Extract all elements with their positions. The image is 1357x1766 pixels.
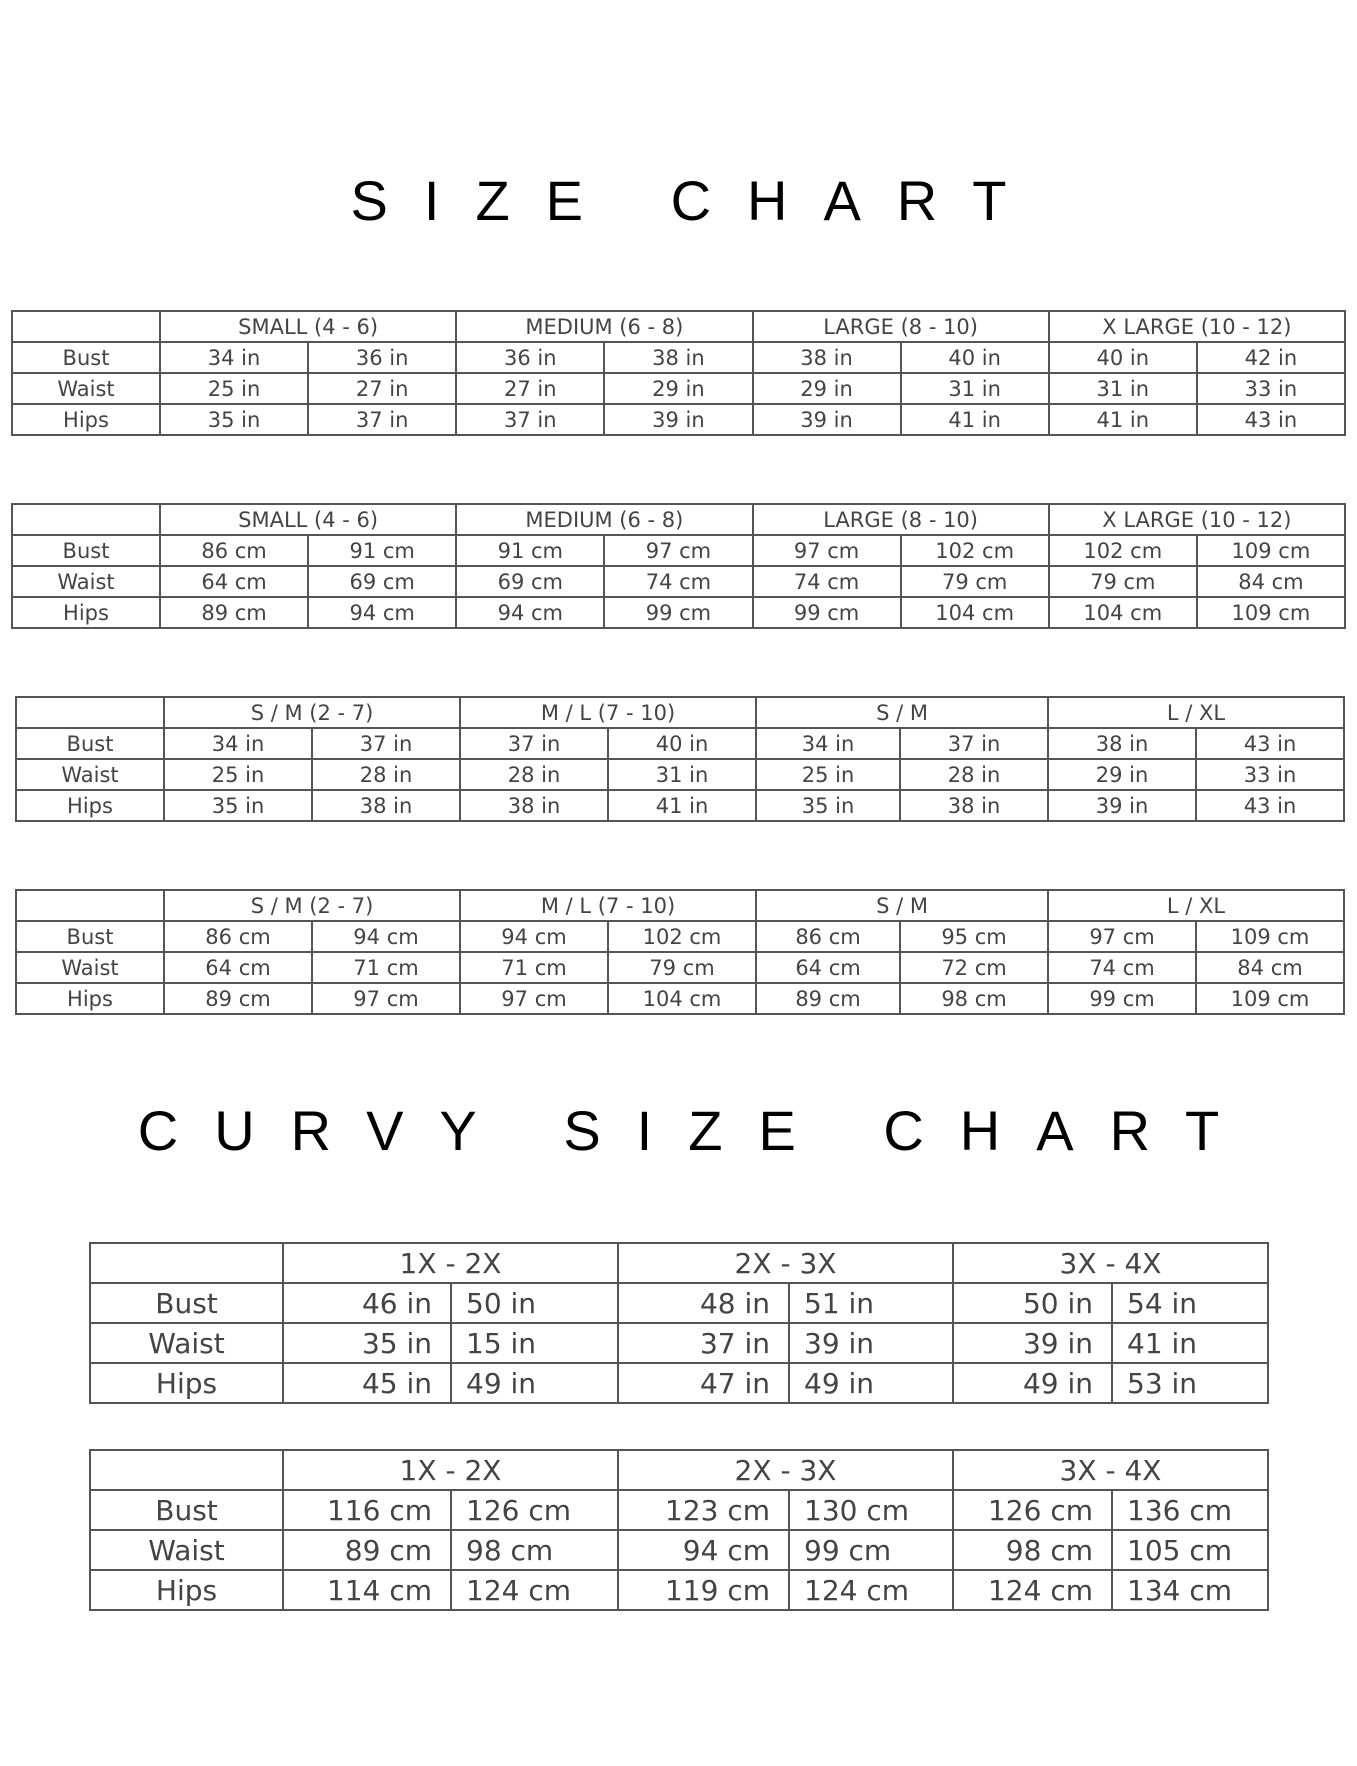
table-cell: 43 in (1196, 728, 1344, 759)
table-row (90, 1323, 1268, 1363)
row-label: Bust (12, 535, 160, 566)
column-header: M / L (7 - 10) (460, 697, 756, 728)
header-corner (90, 1243, 283, 1283)
table-row (12, 342, 1345, 373)
table-row (90, 1570, 1268, 1610)
table-cell: 37 in (900, 728, 1048, 759)
table-cell: 94 cm (460, 921, 608, 952)
table-cell: 98 cm (900, 983, 1048, 1014)
table-cell: 28 in (900, 759, 1048, 790)
table-cell: 97 cm (460, 983, 608, 1014)
row-label: Hips (16, 790, 164, 821)
size-table-inches-alt (15, 696, 1345, 822)
table-cell: 39 in (604, 404, 752, 435)
table-cell: 91 cm (308, 535, 456, 566)
table-cell: 39 in (1048, 790, 1196, 821)
header-corner (12, 504, 160, 535)
row-label: Bust (16, 728, 164, 759)
size-table-centimeters-alt (15, 889, 1345, 1015)
table-row (16, 728, 1344, 759)
table-cell: 89 cm (160, 597, 308, 628)
row-label: Hips (12, 597, 160, 628)
table-cell: 89 cm (283, 1530, 451, 1570)
column-header: MEDIUM (6 - 8) (456, 504, 752, 535)
row-label: Waist (90, 1323, 283, 1363)
curvy-size-chart-title: CURVY SIZE CHART (137, 1099, 1256, 1162)
row-label: Waist (16, 952, 164, 983)
row-label: Hips (90, 1570, 283, 1610)
column-header: 1X - 2X (283, 1450, 618, 1490)
column-header: 3X - 4X (953, 1243, 1268, 1283)
table-cell: 37 in (312, 728, 460, 759)
table-cell: 41 in (1112, 1323, 1268, 1363)
table-cell: 33 in (1196, 759, 1344, 790)
table-cell: 36 in (308, 342, 456, 373)
column-header: M / L (7 - 10) (460, 890, 756, 921)
row-label: Bust (90, 1490, 283, 1530)
table-cell: 31 in (901, 373, 1049, 404)
header-corner (16, 697, 164, 728)
table-cell: 38 in (604, 342, 752, 373)
table-row (16, 983, 1344, 1014)
column-header: S / M (2 - 7) (164, 697, 460, 728)
table-cell: 36 in (456, 342, 604, 373)
table-cell: 64 cm (756, 952, 900, 983)
table-cell: 116 cm (283, 1490, 451, 1530)
table-cell: 31 in (608, 759, 756, 790)
table-cell: 114 cm (283, 1570, 451, 1610)
column-header: SMALL (4 - 6) (160, 504, 456, 535)
table-cell: 28 in (312, 759, 460, 790)
table-cell: 99 cm (789, 1530, 953, 1570)
table-cell: 31 in (1049, 373, 1197, 404)
table-cell: 49 in (789, 1363, 953, 1403)
table-row (12, 597, 1345, 628)
table-cell: 72 cm (900, 952, 1048, 983)
table-cell: 94 cm (618, 1530, 789, 1570)
table-cell: 124 cm (451, 1570, 618, 1610)
table-cell: 41 in (1049, 404, 1197, 435)
table-cell: 69 cm (456, 566, 604, 597)
table-cell: 64 cm (164, 952, 312, 983)
table-header-row (16, 697, 1344, 728)
table-cell: 99 cm (753, 597, 901, 628)
table-cell: 15 in (451, 1323, 618, 1363)
table-cell: 97 cm (1048, 921, 1196, 952)
table-cell: 97 cm (312, 983, 460, 1014)
table-cell: 79 cm (901, 566, 1049, 597)
table-cell: 37 in (308, 404, 456, 435)
table-cell: 102 cm (608, 921, 756, 952)
table-cell: 42 in (1197, 342, 1345, 373)
table-cell: 119 cm (618, 1570, 789, 1610)
table-cell: 34 in (164, 728, 312, 759)
table-cell: 47 in (618, 1363, 789, 1403)
table-header-row (12, 311, 1345, 342)
table-cell: 84 cm (1196, 952, 1344, 983)
table-cell: 126 cm (953, 1490, 1112, 1530)
table-cell: 94 cm (312, 921, 460, 952)
row-label: Hips (12, 404, 160, 435)
table-row (12, 566, 1345, 597)
table-cell: 38 in (753, 342, 901, 373)
table-cell: 40 in (901, 342, 1049, 373)
size-table-centimeters (11, 503, 1346, 629)
table-cell: 71 cm (460, 952, 608, 983)
column-header: 2X - 3X (618, 1243, 953, 1283)
table-cell: 35 in (164, 790, 312, 821)
table-cell: 34 in (160, 342, 308, 373)
table-cell: 109 cm (1196, 983, 1344, 1014)
table-header-row (90, 1450, 1268, 1490)
table-cell: 89 cm (756, 983, 900, 1014)
table-cell: 99 cm (1048, 983, 1196, 1014)
curvy-size-table-inches (89, 1242, 1269, 1404)
column-header: LARGE (8 - 10) (753, 311, 1049, 342)
column-header: S / M (756, 697, 1048, 728)
table-cell: 134 cm (1112, 1570, 1268, 1610)
table-cell: 86 cm (160, 535, 308, 566)
table-header-row (90, 1243, 1268, 1283)
curvy-size-table-centimeters (89, 1449, 1269, 1611)
table-cell: 123 cm (618, 1490, 789, 1530)
table-cell: 40 in (608, 728, 756, 759)
table-cell: 102 cm (1049, 535, 1197, 566)
table-cell: 124 cm (789, 1570, 953, 1610)
table-cell: 46 in (283, 1283, 451, 1323)
table-row (90, 1363, 1268, 1403)
table-cell: 104 cm (608, 983, 756, 1014)
table-cell: 37 in (460, 728, 608, 759)
table-cell: 97 cm (604, 535, 752, 566)
table-cell: 43 in (1197, 404, 1345, 435)
table-cell: 40 in (1049, 342, 1197, 373)
table-cell: 71 cm (312, 952, 460, 983)
table-cell: 39 in (953, 1323, 1112, 1363)
column-header: 1X - 2X (283, 1243, 618, 1283)
table-cell: 104 cm (1049, 597, 1197, 628)
table-cell: 41 in (901, 404, 1049, 435)
column-header: L / XL (1048, 890, 1344, 921)
table-cell: 109 cm (1197, 535, 1345, 566)
table-cell: 94 cm (308, 597, 456, 628)
table-cell: 64 cm (160, 566, 308, 597)
table-row (90, 1490, 1268, 1530)
table-header-row (12, 504, 1345, 535)
column-header: 3X - 4X (953, 1450, 1268, 1490)
table-cell: 74 cm (753, 566, 901, 597)
table-cell: 51 in (789, 1283, 953, 1323)
header-corner (90, 1450, 283, 1490)
table-cell: 39 in (789, 1323, 953, 1363)
row-label: Hips (90, 1363, 283, 1403)
table-cell: 43 in (1196, 790, 1344, 821)
table-cell: 91 cm (456, 535, 604, 566)
table-cell: 102 cm (901, 535, 1049, 566)
table-cell: 25 in (160, 373, 308, 404)
table-cell: 33 in (1197, 373, 1345, 404)
table-cell: 38 in (460, 790, 608, 821)
column-header: L / XL (1048, 697, 1344, 728)
table-cell: 27 in (308, 373, 456, 404)
table-cell: 86 cm (756, 921, 900, 952)
table-cell: 35 in (283, 1323, 451, 1363)
table-cell: 39 in (753, 404, 901, 435)
table-cell: 89 cm (164, 983, 312, 1014)
header-corner (16, 890, 164, 921)
table-cell: 35 in (160, 404, 308, 435)
table-cell: 79 cm (1049, 566, 1197, 597)
table-row (12, 535, 1345, 566)
table-cell: 109 cm (1197, 597, 1345, 628)
column-header: 2X - 3X (618, 1450, 953, 1490)
column-header: LARGE (8 - 10) (753, 504, 1049, 535)
table-cell: 86 cm (164, 921, 312, 952)
table-cell: 45 in (283, 1363, 451, 1403)
table-row (16, 952, 1344, 983)
table-row (16, 759, 1344, 790)
table-cell: 98 cm (953, 1530, 1112, 1570)
table-cell: 38 in (900, 790, 1048, 821)
table-cell: 104 cm (901, 597, 1049, 628)
table-cell: 109 cm (1196, 921, 1344, 952)
table-cell: 49 in (953, 1363, 1112, 1403)
table-row (90, 1530, 1268, 1570)
table-cell: 98 cm (451, 1530, 618, 1570)
table-cell: 94 cm (456, 597, 604, 628)
table-row (90, 1283, 1268, 1323)
table-cell: 124 cm (953, 1570, 1112, 1610)
row-label: Bust (90, 1283, 283, 1323)
table-cell: 28 in (460, 759, 608, 790)
table-cell: 79 cm (608, 952, 756, 983)
table-cell: 74 cm (604, 566, 752, 597)
row-label: Hips (16, 983, 164, 1014)
table-cell: 37 in (456, 404, 604, 435)
table-cell: 29 in (753, 373, 901, 404)
table-row (12, 404, 1345, 435)
table-row (12, 373, 1345, 404)
row-label: Waist (90, 1530, 283, 1570)
table-cell: 126 cm (451, 1490, 618, 1530)
row-label: Bust (16, 921, 164, 952)
row-label: Waist (16, 759, 164, 790)
size-chart-title: SIZE CHART (350, 169, 1043, 232)
table-cell: 84 cm (1197, 566, 1345, 597)
column-header: X LARGE (10 - 12) (1049, 311, 1345, 342)
table-cell: 41 in (608, 790, 756, 821)
table-cell: 99 cm (604, 597, 752, 628)
table-cell: 136 cm (1112, 1490, 1268, 1530)
column-header: SMALL (4 - 6) (160, 311, 456, 342)
table-cell: 105 cm (1112, 1530, 1268, 1570)
size-table-inches (11, 310, 1346, 436)
table-cell: 27 in (456, 373, 604, 404)
table-cell: 35 in (756, 790, 900, 821)
table-cell: 74 cm (1048, 952, 1196, 983)
table-cell: 95 cm (900, 921, 1048, 952)
table-cell: 38 in (1048, 728, 1196, 759)
table-cell: 50 in (953, 1283, 1112, 1323)
table-cell: 25 in (164, 759, 312, 790)
table-cell: 29 in (1048, 759, 1196, 790)
table-cell: 37 in (618, 1323, 789, 1363)
table-cell: 53 in (1112, 1363, 1268, 1403)
table-cell: 69 cm (308, 566, 456, 597)
table-cell: 48 in (618, 1283, 789, 1323)
table-cell: 130 cm (789, 1490, 953, 1530)
header-corner (12, 311, 160, 342)
column-header: S / M (2 - 7) (164, 890, 460, 921)
table-cell: 34 in (756, 728, 900, 759)
row-label: Bust (12, 342, 160, 373)
row-label: Waist (12, 566, 160, 597)
table-cell: 38 in (312, 790, 460, 821)
table-cell: 54 in (1112, 1283, 1268, 1323)
table-header-row (16, 890, 1344, 921)
table-row (16, 790, 1344, 821)
column-header: S / M (756, 890, 1048, 921)
table-row (16, 921, 1344, 952)
row-label: Waist (12, 373, 160, 404)
table-cell: 25 in (756, 759, 900, 790)
column-header: X LARGE (10 - 12) (1049, 504, 1345, 535)
table-cell: 97 cm (753, 535, 901, 566)
table-cell: 50 in (451, 1283, 618, 1323)
table-cell: 49 in (451, 1363, 618, 1403)
column-header: MEDIUM (6 - 8) (456, 311, 752, 342)
table-cell: 29 in (604, 373, 752, 404)
